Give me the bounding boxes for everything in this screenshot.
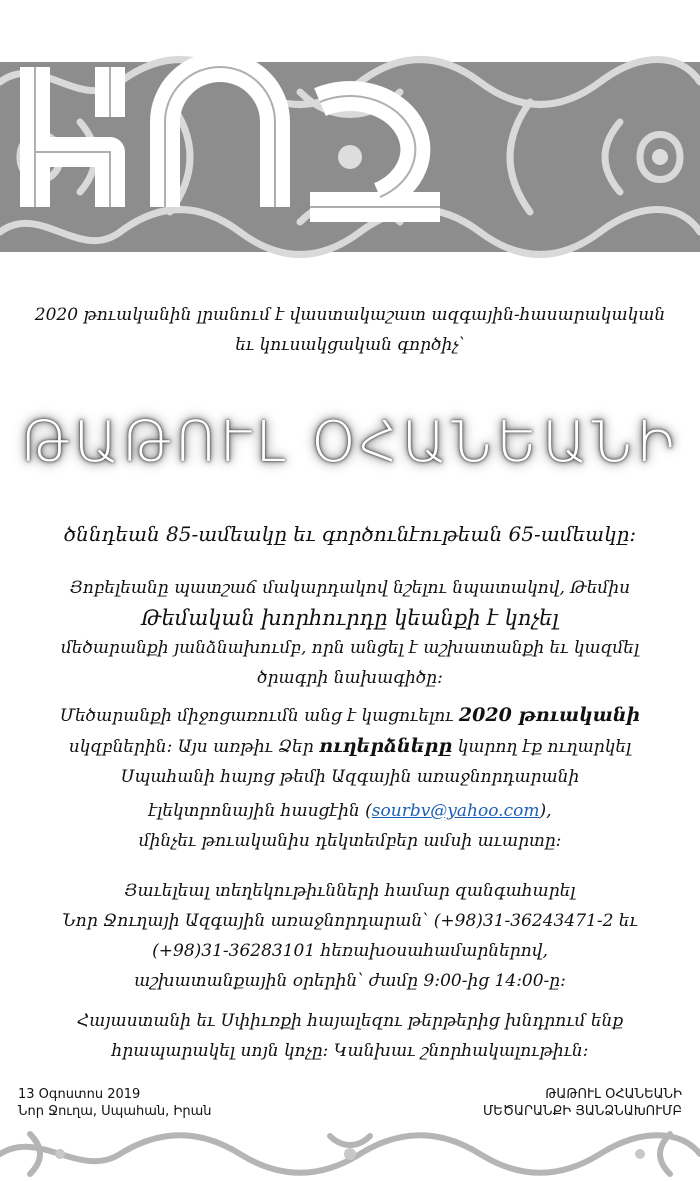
- footer-date-place: [18, 1086, 212, 1120]
- signature-line-1: ԹԱԹՈՒԼ ՕՀԱՆԵԱՆԻ: [545, 1087, 682, 1102]
- p1-line-3: մեծարանքի յանձնախումբ, որն անցել է աշխատանքի եւ կազմել: [60, 638, 640, 658]
- signature-line-2: ՄԵԾԱՐԱՆՔԻ ՅԱՆՁՆԱԽՈՒՄԲ: [483, 1104, 682, 1119]
- paragraph-email: [10, 796, 690, 856]
- anniversary-text: ծննդեան 85-ամեակը եւ գործունէութեան 65-ամեակը:: [63, 522, 637, 546]
- p2-line-2-c: կարող էք ուղարկել: [457, 737, 632, 757]
- intro-line-1: 2020 թուականին լրանում է վաստակաշատ ազգային-հասարակական: [34, 305, 666, 325]
- intro-text: [10, 300, 690, 360]
- paragraph-event: [10, 700, 690, 792]
- p2-line-2-a: սկզբներին: Այս առթիւ Ձեր: [68, 737, 314, 757]
- logo-text: ԿՈՉ: [228, 212, 232, 213]
- paragraph-committee: [10, 573, 690, 693]
- ornament-pattern-bottom: [0, 1124, 700, 1177]
- footer-ornament: [0, 1124, 700, 1177]
- p2-line-1: [10, 700, 690, 731]
- p3-line-1: [10, 796, 690, 826]
- honoree-name: ԹԱԹՈՒԼ ՕՀԱՆԵԱՆԻ: [20, 410, 680, 475]
- p5-line-2: հրապարակել սոյն կոչը: Կանխաւ շնորհակալութիւն:: [111, 1041, 589, 1061]
- p2-line-2: [10, 731, 690, 762]
- p1-line-2: Թեմական խորհուրդը կեանքի է կոչել: [141, 606, 559, 630]
- p2-line-1-b: 2020 թուականի: [458, 704, 641, 726]
- p1-line-1: Յոբելեանը պատշաճ մակարդակով նշելու նպատակով, Թեմիս: [69, 578, 631, 598]
- p4-line-3: (+98)31-36283101 հեռախօսահամարներով,: [152, 941, 548, 961]
- logo: [0, 62, 460, 212]
- paragraph-request: [10, 1006, 690, 1066]
- p2-line-1-a: Մեծարանքի միջոցառումն անց է կացուելու: [59, 706, 454, 726]
- email-link[interactable]: sourbv@yahoo.com: [371, 801, 540, 821]
- footer-date: 13 Օգոստոս 2019: [18, 1087, 141, 1102]
- p4-line-4: աշխատանքային օրերին՝ ժամը 9:00-ից 14:00-ը:: [134, 971, 566, 991]
- p4-line-1: Յաւելեալ տեղեկութիւնների համար զանգահարել: [124, 881, 576, 901]
- p2-line-2-b: ուղերձները: [319, 735, 453, 757]
- paragraph-contact: [10, 876, 690, 996]
- p4-line-2: Նոր Ջուղայի Ազգային առաջնորդարան՝ (+98)31-36243471-2 եւ: [62, 911, 638, 931]
- p2-line-3: Սպահանի հայոց թեմի Ազգային առաջնորդարանի: [120, 767, 580, 787]
- p3-line-1-a: էլեկտրոնային հասցէին (: [148, 801, 372, 821]
- footer-signature: [483, 1086, 682, 1120]
- p1-line-4: ծրագրի նախագիծը:: [257, 668, 443, 688]
- intro-line-2: եւ կուսակցական գործիչ՝: [235, 335, 465, 355]
- p5-line-1: Հայաստանի եւ Սփիւռքի հայալեզու թերթերից խնդրում ենք: [76, 1011, 624, 1031]
- header-banner: [0, 62, 700, 252]
- p3-line-1-b: ),: [539, 801, 552, 821]
- footer-place: Նոր Ջուղա, Սպահան, Իրան: [18, 1104, 212, 1119]
- p3-line-2: մինչեւ թուականիս դեկտեմբեր ամսի աւարտը:: [138, 831, 562, 851]
